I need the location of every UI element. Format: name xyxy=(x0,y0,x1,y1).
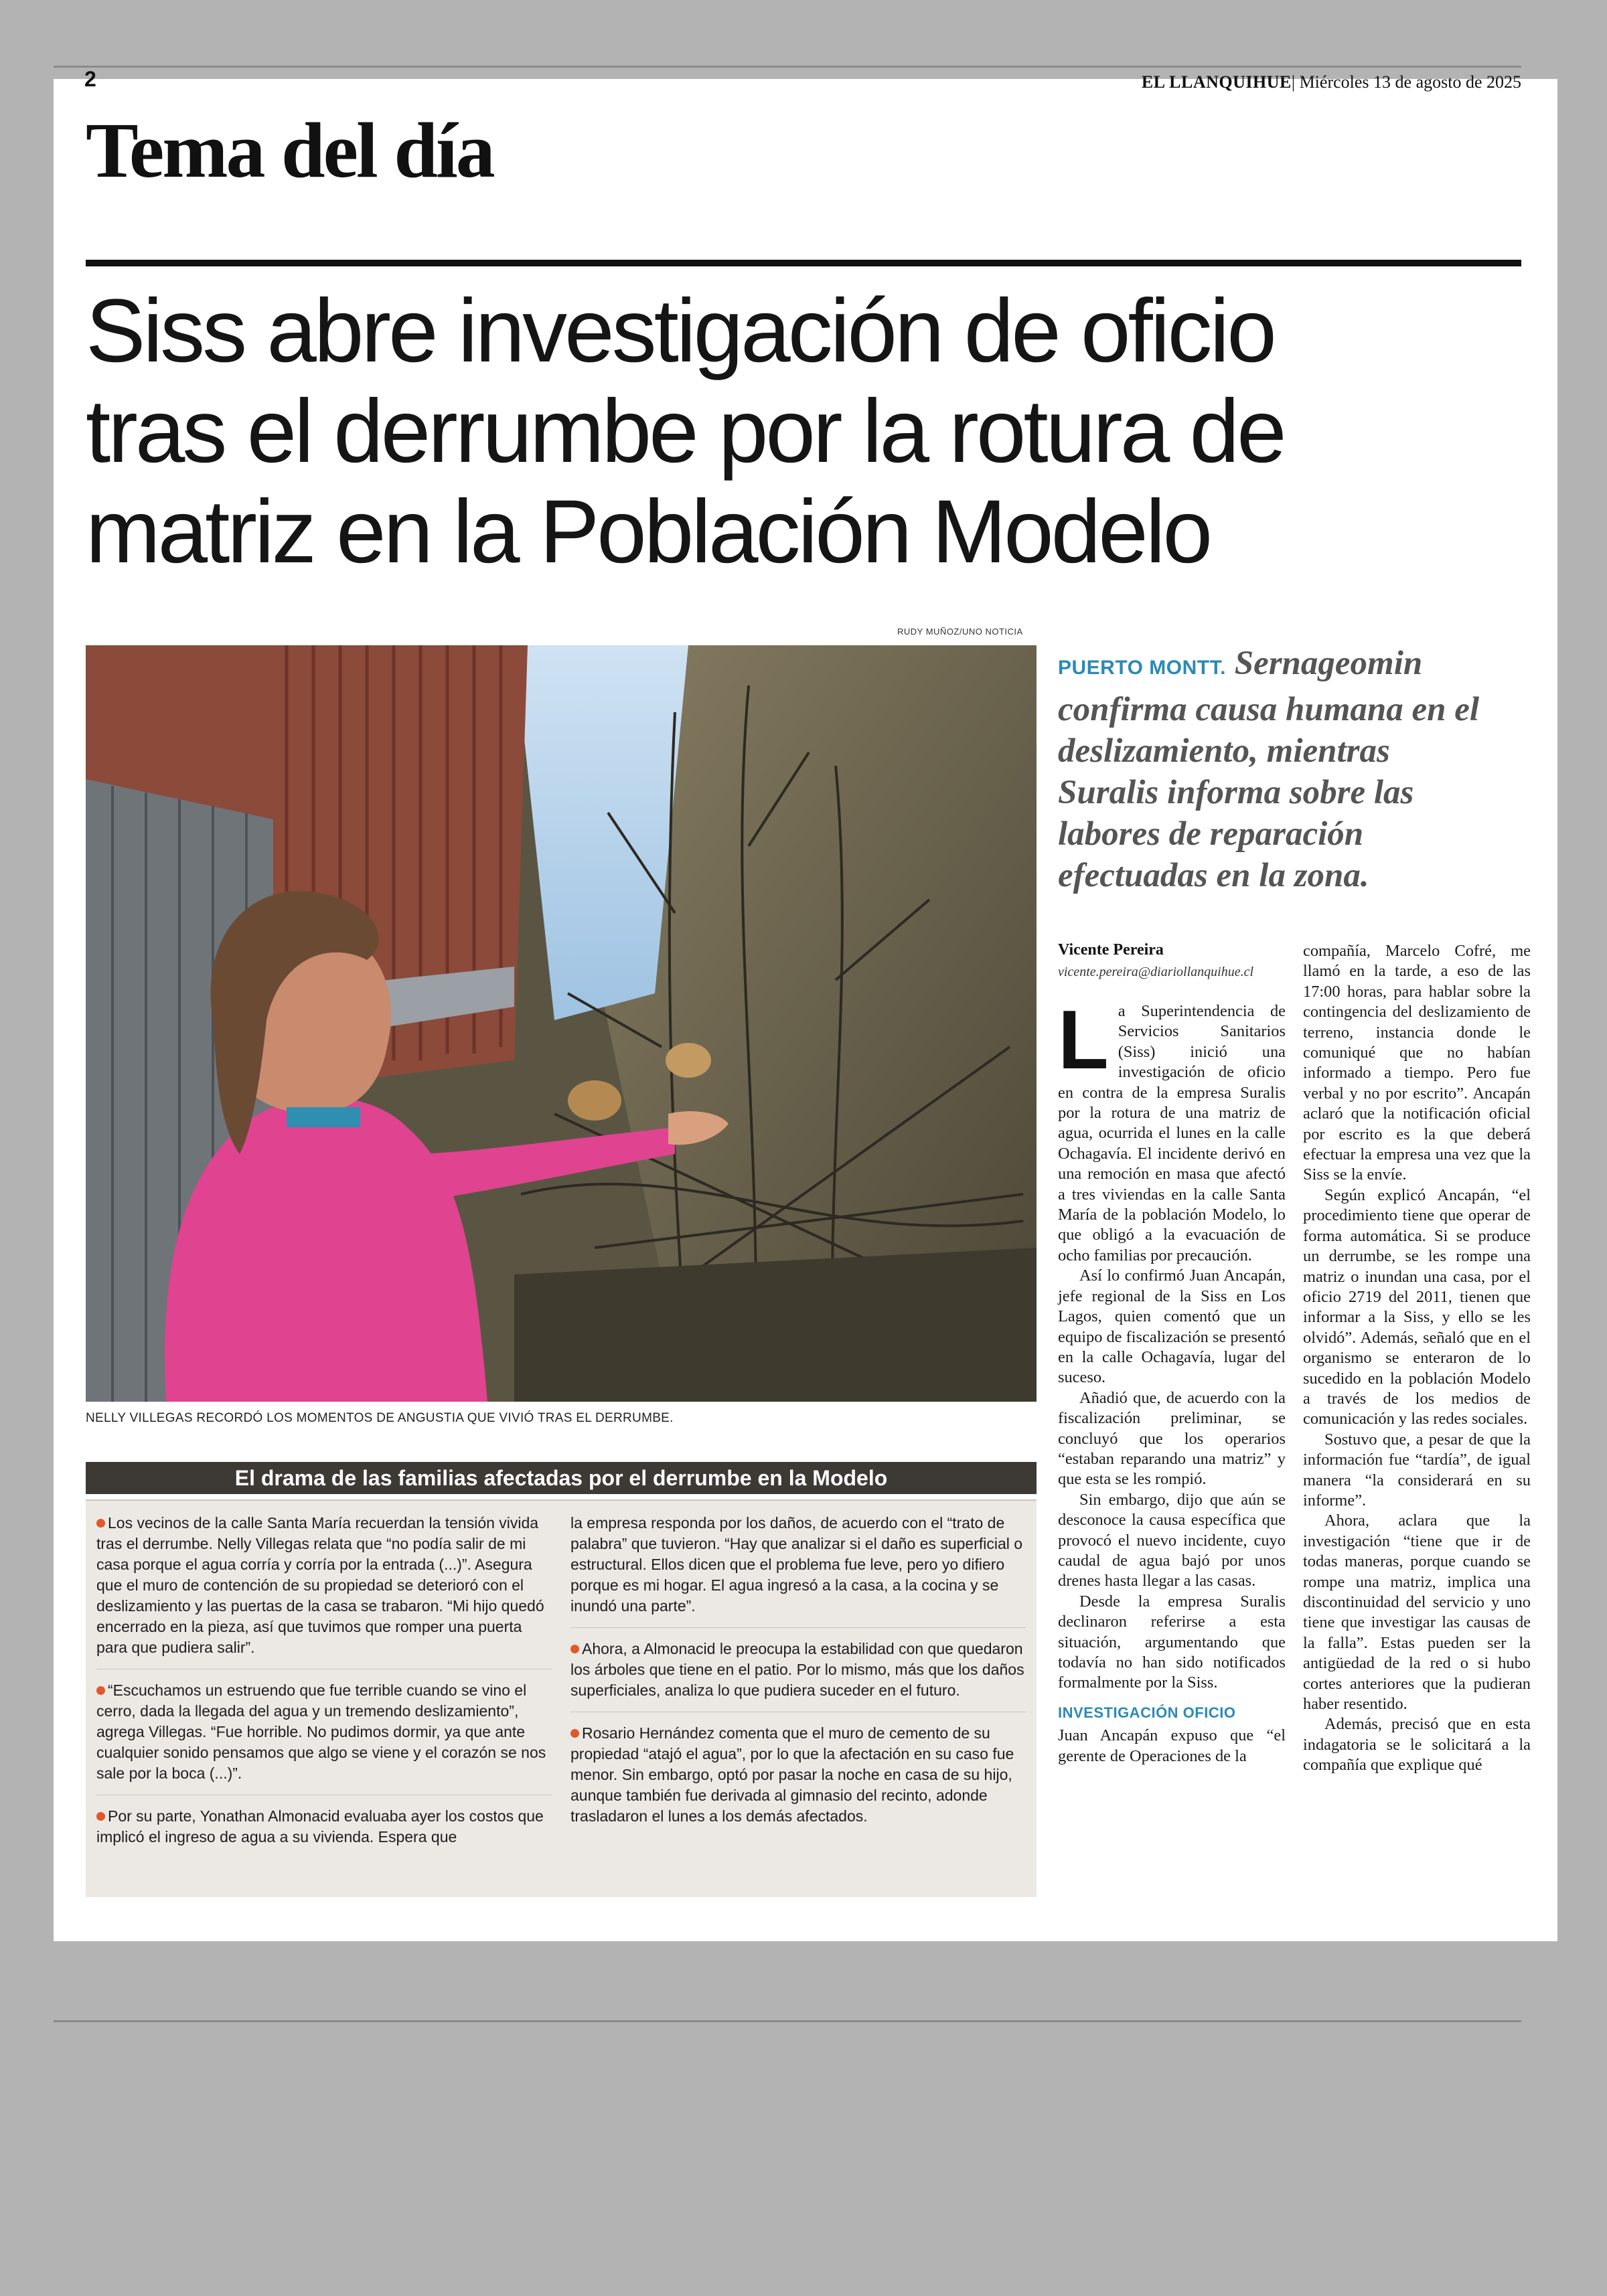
publication-name: EL LLANQUIHUE xyxy=(1141,72,1292,92)
dateline-place: PUERTO MONTT. xyxy=(1058,657,1226,679)
headline-line-1: Siss abre investigación de oficio xyxy=(86,281,1274,381)
deck-text: Sernageomin confirma causa humana en el deslizamiento, mientras Suralis informa sobre las labores de reparación efectuadas en la zona. xyxy=(1058,645,1480,894)
sidebar-box-title: El drama de las familias afectadas por el derrumbe en la Modelo xyxy=(86,1462,1037,1494)
landslide-photo xyxy=(86,645,1037,1402)
headline xyxy=(86,281,1525,582)
drop-cap: L xyxy=(1058,994,1109,1086)
byline-author: Vicente Pereira xyxy=(1058,941,1164,959)
publication-date: | Miércoles 13 de agosto de 2025 xyxy=(1291,72,1521,92)
section-rule xyxy=(86,260,1521,266)
testimony-item: Los vecinos de la calle Santa María recuerdan la tensión vivida tras el derrumbe. Nelly Villegas relata que “no podía salir de mi casa porque el agua corría y corría por la entrada (...)”. Asegura que el muro de contención de su propiedad se deterioró con el deslizamiento y las puertas de la casa se trabaron. “Mi hijo quedó encerrado en la pieza, así que tuvimos que romper una puerta para que pudiera salir”. xyxy=(96,1513,552,1669)
testimony-item: Por su parte, Yonathan Almonacid evaluaba ayer los costos que implicó el ingreso de agua a su vivienda. Espera que xyxy=(96,1807,544,1846)
body-paragraph: La Superintendencia de Servicios Sanitarios (Siss) inició una investigación de oficio en contra de la empresa Suralis por la rotura de una matriz de agua, ocurrida el lunes en la calle Ochagavía. El incidente derivó en una remoción en masa que afectó a tres viviendas en la calle Santa María de la población Modelo, lo que obligó a la evacuación de ocho familias por precaución. xyxy=(1058,994,1286,1264)
body-paragraph: compañía, Marcelo Cofré, me llamó en la tarde, a eso de las 17:00 horas, para hablar sobre la contingencia del deslizamiento de terreno, instancia donde le comuniqué que no habían informado a tiempo. Pero fue verbal y no por escrito”. Ancapán aclaró que la notificación oficial por escrito es la que deberá efectuar la empresa una vez que la Siss se la envíe. xyxy=(1303,942,1531,1184)
sidebar-column-left xyxy=(96,1513,552,1869)
headline-line-2: tras el derrumbe por la rotura de xyxy=(86,382,1284,481)
body-paragraph: Sin embargo, dijo que aún se desconoce la causa específica que provocó el nuevo incidente, cuyo caudal de agua bajó por unos drenes hasta llegar a las casas. xyxy=(1058,1490,1286,1590)
headline-line-3: matriz en la Población Modelo xyxy=(86,482,1211,582)
body-paragraph: Además, precisó que en esta indagatoria se le solicitará a la compañía que explique qué xyxy=(1303,1715,1531,1775)
section-title: Tema del día xyxy=(86,106,493,194)
article-column-2 xyxy=(1303,941,1531,1776)
deck xyxy=(1058,643,1493,896)
bullet-icon xyxy=(96,1519,105,1528)
bullet-icon xyxy=(570,1729,579,1738)
body-paragraph: Juan Ancapán expuso que “el gerente de Operaciones de la xyxy=(1058,1726,1286,1765)
bullet-icon xyxy=(96,1686,105,1695)
bottom-divider xyxy=(54,2020,1521,2022)
testimony-item: Rosario Hernández comenta que el muro de cemento de su propiedad “atajó el agua”, por lo que la afectación en su caso fue menor. Sin embargo, optó por pasar la noche en casa de su hijo, aunque también fue derivada al gimnasio del recinto, adonde trasladaron el lunes a los demás afectados. xyxy=(570,1724,1014,1825)
top-divider xyxy=(54,66,1521,68)
byline-email: vicente.pereira@diariollanquihue.cl xyxy=(1058,965,1254,979)
testimony-item: Ahora, a Almonacid le preocupa la estabilidad con que quedaron los árboles que tiene en el patio. Por lo mismo, más que los daños superficiales, analiza lo que pudiera suceder en el futuro. xyxy=(570,1639,1026,1712)
photo-credit: RUDY MUÑOZ/UNO NOTICIA xyxy=(897,627,1023,637)
body-paragraph: Ahora, aclara que la investigación “tiene que ir de todas maneras, porque cuando se rompe una matriz, implica una discontinuidad del servicio y uno tiene que investigar las causas de la falla”. Estas pueden ser la antigüedad de la red o si hubo cortes anteriores que la pudieran haber resentido. xyxy=(1303,1511,1531,1714)
body-paragraph: Según explicó Ancapán, “el procedimiento tiene que operar de forma automática. Si se produce un derrumbe, se les rompe una matriz o inundan una casa, por el oficio 2719 del 2011, tienen que informar a la Siss, y ello se les olvidó”. Además, señaló que en el organismo se enteraron de lo sucedido en la población Modelo a través de los medios de comunicación y las redes sociales. xyxy=(1303,1185,1531,1428)
article-column-1 xyxy=(1058,994,1286,1767)
testimony-item: la empresa responda por los daños, de acuerdo con el “trato de palabra” que tuvieron. “Hay que analizar si el daño es superficial o estructural. Ellos dicen que el problema fue leve, pero yo difiero porque es mi hogar. El agua ingresó a la casa, a la cocina y se inundó una parte”. xyxy=(570,1513,1026,1628)
subhead: INVESTIGACIÓN OFICIO xyxy=(1058,1704,1236,1721)
sidebar-box xyxy=(86,1499,1037,1897)
page-number: 2 xyxy=(84,67,96,91)
testimony-item: “Escuchamos un estruendo que fue terrible cuando se vino el cerro, dada la llegada del agua y un tremendo deslizamiento”, agrega Villegas. “Fue horrible. No pudimos dormir, ya que ante cualquier sonido pensamos que algo se viene y el corazón se nos sale por la boca (...)”. xyxy=(96,1680,552,1795)
running-header xyxy=(1142,72,1521,92)
body-paragraph: Sostuvo que, a pesar de que la información fue “tardía”, de igual manera “la considerará en su informe”. xyxy=(1303,1430,1531,1509)
body-paragraph: Añadió que, de acuerdo con la fiscalización preliminar, se concluyó que los operarios “estaban reparando una matriz” y que esta se les rompió. xyxy=(1058,1388,1286,1489)
photo-caption: NELLY VILLEGAS RECORDÓ LOS MOMENTOS DE ANGUSTIA QUE VIVIÓ TRAS EL DERRUMBE. xyxy=(86,1411,674,1425)
body-paragraph: Así lo confirmó Juan Ancapán, jefe regional de la Siss en Los Lagos, quien comentó que un equipo de fiscalización se presentó en la calle Ochagavía, lugar del suceso. xyxy=(1058,1266,1286,1387)
body-paragraph: Desde la empresa Suralis declinaron referirse a esta situación, argumentando que todavía no han sido notificados formalmente por la Siss. xyxy=(1058,1592,1286,1692)
bullet-icon xyxy=(570,1645,579,1653)
bullet-icon xyxy=(96,1812,105,1821)
sidebar-column-right xyxy=(570,1513,1026,1848)
